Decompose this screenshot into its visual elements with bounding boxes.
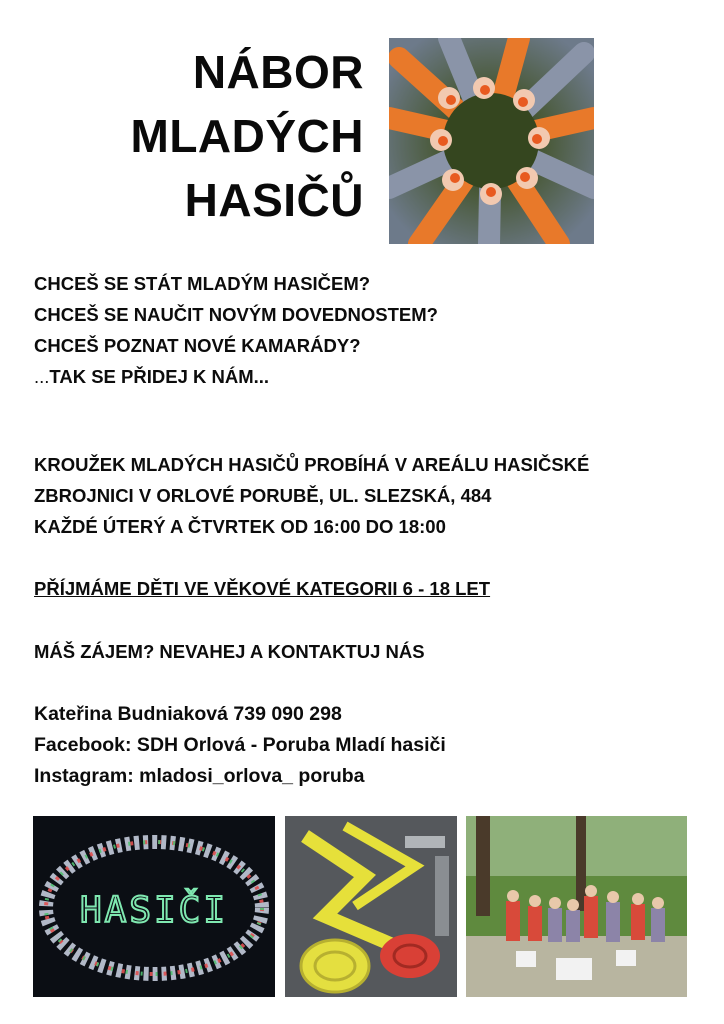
question-1: CHCEŠ SE STÁT MLADÝM HASIČEM? <box>34 273 371 294</box>
join-text: TAK SE PŘIDEJ K NÁM... <box>49 366 270 387</box>
contact-block <box>34 699 446 792</box>
poster-title <box>131 40 364 232</box>
ellipsis: ... <box>34 366 50 387</box>
photo-hands-circle <box>389 38 594 244</box>
photo-group <box>466 816 687 997</box>
contact-instagram: Instagram: mladosi_orlova_ poruba <box>34 765 365 787</box>
question-2: CHCEŠ SE NAUČIT NOVÝM DOVEDNOSTEM? <box>34 304 438 325</box>
info-block <box>34 449 589 542</box>
info-line-2: ZBROJNICI V ORLOVÉ PORUBĚ, UL. SLEZSKÁ, 484 <box>34 485 492 506</box>
title-line-1: NÁBOR <box>192 46 364 98</box>
question-4 <box>34 361 438 392</box>
info-line-1: KROUŽEK MLADÝCH HASIČŮ PROBÍHÁ V AREÁLU HASIČSKÉ <box>34 454 590 475</box>
title-line-2: MLADÝCH <box>130 110 364 162</box>
contact-person: Kateřina Budniaková 739 090 298 <box>34 703 342 725</box>
questions-block <box>34 268 438 392</box>
night-photo-text: HASIČI <box>79 890 229 931</box>
contact-facebook: Facebook: SDH Orlová - Poruba Mladí hasiči <box>34 734 446 756</box>
question-3: CHCEŠ POZNAT NOVÉ KAMARÁDY? <box>34 335 361 356</box>
interest-line: MÁŠ ZÁJEM? NEVAHEJ A KONTAKTUJ NÁS <box>34 641 425 662</box>
title-line-3: HASIČŮ <box>184 174 364 226</box>
photo-night-lights <box>33 816 275 997</box>
age-category: PŘÍJMÁME DĚTI VE VĚKOVÉ KATEGORII 6 - 18 LET <box>34 578 491 599</box>
info-line-3: KAŽDÉ ÚTERÝ A ČTVRTEK OD 16:00 DO 18:00 <box>34 516 446 537</box>
photo-fire-hoses <box>285 816 457 997</box>
